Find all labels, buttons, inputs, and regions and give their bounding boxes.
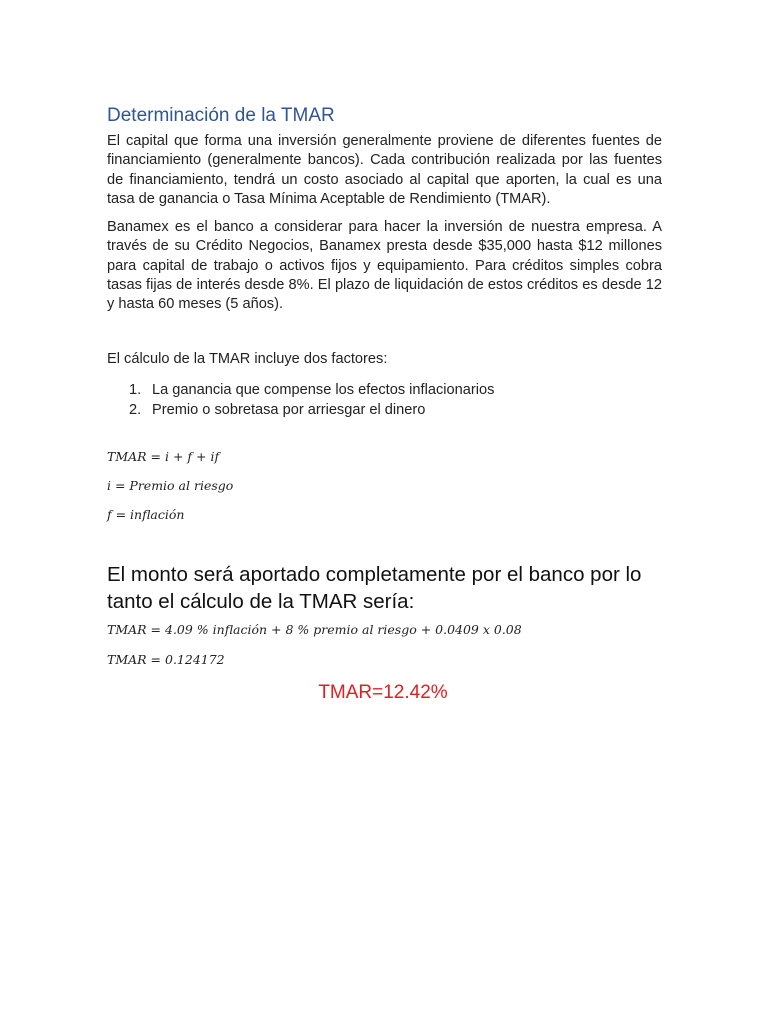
paragraph-capital: El capital que forma una inversión generalmente proviene de diferentes fuentes de financiamiento (generalmente bancos). Cada contribución realizada por las fuentes de financiamiento, tendrá un costo asociado al capital que aporten, la cual es una tasa de ganancia o Tasa Mínima Aceptable de Rendimiento (TMAR).	[107, 133, 662, 207]
equation-substitution: TMAR = 4.09 % inflación + 8 % premio al riesgo + 0.0409 x 0.08	[107, 622, 522, 637]
list-item-number: 2.	[129, 402, 142, 418]
list-item-number: 1.	[129, 382, 142, 398]
section-heading: Determinación de la TMAR	[107, 105, 335, 126]
list-item	[107, 400, 494, 420]
equation-decimal-result: TMAR = 0.124172	[107, 652, 225, 667]
list-item-text: La ganancia que compense los efectos inflacionarios	[152, 382, 495, 398]
tmar-result	[0, 682, 768, 704]
tmar-result-text: TMAR=12.42%	[318, 682, 448, 703]
conclusion-text: El monto será aportado completamente por el banco por lo tanto el cálculo de la TMAR sería:	[107, 563, 642, 613]
equation-i-definition: i = Premio al riesgo	[107, 478, 234, 493]
list-item	[107, 380, 494, 400]
paragraph-factors-intro: El cálculo de la TMAR incluye dos factores:	[107, 351, 388, 367]
equation-f-definition: f = inflación	[107, 507, 185, 522]
list-item-text: Premio o sobretasa por arriesgar el dinero	[152, 402, 426, 418]
equation-tmar-formula: TMAR = i + f + if	[107, 449, 220, 464]
paragraph-banamex: Banamex es el banco a considerar para hacer la inversión de nuestra empresa. A través de su Crédito Negocios, Banamex presta desde $35,000 hasta $12 millones para capital de trabajo o activos fijos y equipamiento. Para créditos simples cobra tasas fijas de interés desde 8%. El plazo de liquidación de estos créditos es desde 12 y hasta 60 meses (5 años).	[107, 219, 662, 313]
factors-list	[107, 380, 494, 420]
